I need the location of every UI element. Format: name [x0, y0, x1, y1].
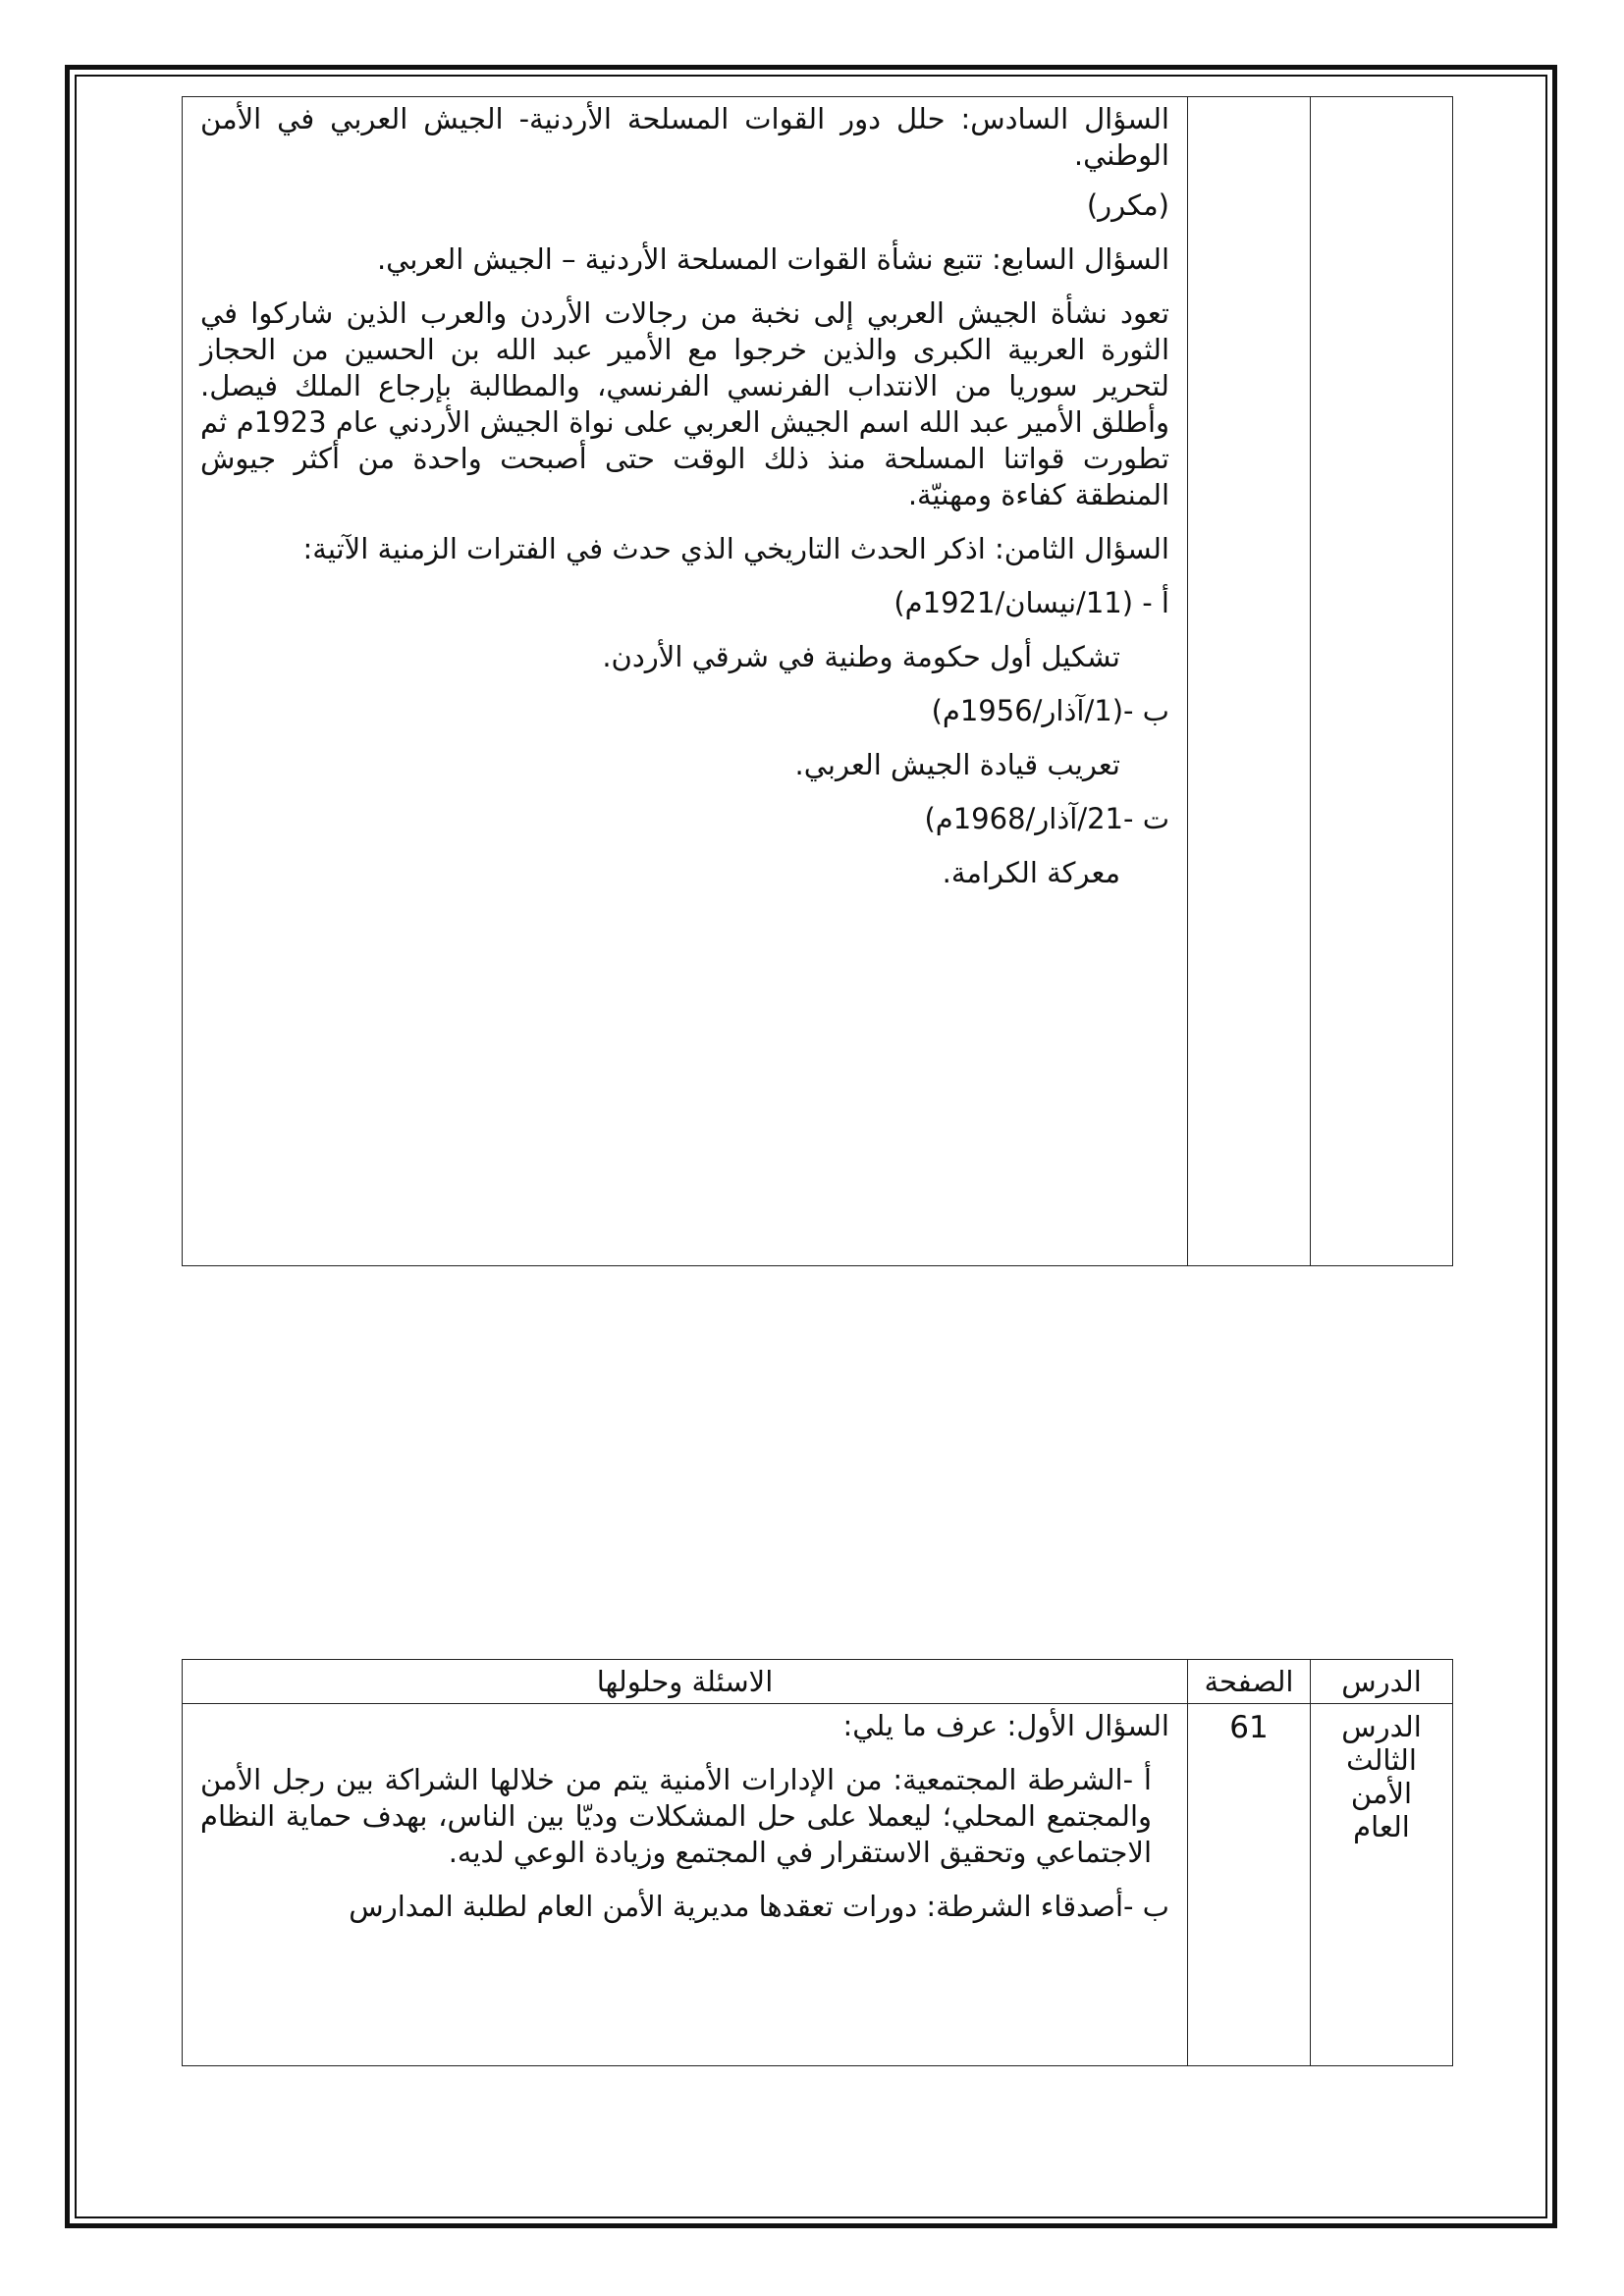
question-8-item-a: أ - (11/نيسان/1921م): [893, 586, 1169, 619]
question-8-item-c-answer: معركة الكرامة.: [942, 856, 1120, 889]
question-1-item-b: ب -أصدقاء الشرطة: دورات تعقدها مديرية الأمن العام لطلبة المدارس: [349, 1890, 1169, 1923]
header-page: الصفحة: [1188, 1660, 1311, 1704]
questions-cell: [183, 1704, 1188, 2066]
page-number: 61: [1229, 1710, 1269, 1745]
lesson-line: الأمن: [1350, 1777, 1413, 1810]
questions-cell: [183, 97, 1188, 1266]
page-cell: [1188, 1704, 1311, 2066]
answers-table-lesson-3: [182, 1659, 1453, 2066]
question-8: السؤال الثامن: اذكر الحدث التاريخي الذي حدث في الفترات الزمنية الآتية:: [302, 532, 1169, 565]
lesson-cell-empty: [1311, 97, 1453, 1266]
table-header-row: [183, 1660, 1453, 1704]
page-cell-empty: [1188, 97, 1311, 1266]
question-8-item-b: ب -(1/آذار/1956م): [931, 694, 1169, 727]
header-questions: الاسئلة وحلولها: [183, 1660, 1188, 1704]
question-6: السؤال السادس: حلل دور القوات المسلحة الأردنية- الجيش العربي في الأمن الوطني.: [200, 102, 1169, 172]
question-1-item-a: أ -الشرطة المجتمعية: من الإدارات الأمنية يتم من خلالها الشراكة بين رجل الأمن والمجتمع المحلي؛ ليعملا على حل المشكلات وديّا بين الناس، بهدف حماية النظام الاجتماعي وتحقيق الاستقرار في المجتمع وزيادة الوعي لديه.: [200, 1763, 1152, 1869]
lesson-line: العام: [1353, 1810, 1410, 1843]
lesson-line: الدرس: [1341, 1710, 1422, 1743]
question-8-item-c: ت -21/آذار/1968م): [924, 802, 1169, 835]
answers-table-continued: [182, 96, 1453, 1266]
header-lesson: الدرس: [1311, 1660, 1453, 1704]
question-1: السؤال الأول: عرف ما يلي:: [842, 1709, 1169, 1742]
question-7-answer: تعود نشأة الجيش العربي إلى نخبة من رجالات الأردن والعرب الذين شاركوا في الثورة العربية الكبرى والذين خرجوا مع الأمير عبد الله بن الحسين من الحجاز لتحرير سوريا من الانتداب الفرنسي الفرنسي، والمطالبة بإرجاع الملك فيصل. وأطلق الأمير عبد الله اسم الجيش العربي على نواة الجيش الأردني عام 1923م ثم تطورت قواتنا المسلحة منذ ذلك الوقت حتى أصبحت واحدة من أكثر جيوش المنطقة كفاءة ومهنيّة.: [200, 296, 1169, 511]
question-6-answer: (مكرر): [1086, 188, 1169, 222]
lesson-cell: [1311, 1704, 1453, 2066]
lesson-line: الثالث: [1346, 1743, 1417, 1777]
question-8-item-a-answer: تشكيل أول حكومة وطنية في شرقي الأردن.: [602, 640, 1120, 673]
question-8-item-b-answer: تعريب قيادة الجيش العربي.: [794, 748, 1120, 781]
question-7: السؤال السابع: تتبع نشأة القوات المسلحة الأردنية – الجيش العربي.: [376, 242, 1169, 276]
